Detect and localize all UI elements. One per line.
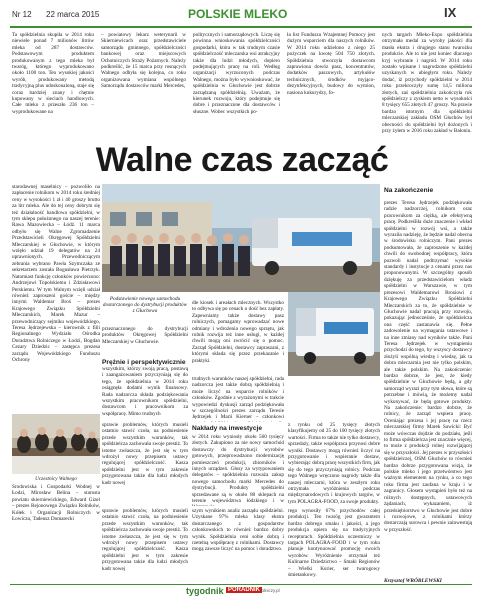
- article-column-2-subhead: [102, 356, 188, 366]
- article-text: trudnych warunków naszej spółdzielni, rada nadzorcza jest także dobrą spółdzielnią i może liczyć na wsparcie rolników i członków. Zgodnie z wyrażonymi w trakcie wypowiedzi dyskusji zarząd podziękowała w szczególności prezes zarządu Teresie Jędrzejek i Marii Kierner – członkowi: [192, 376, 284, 421]
- article-column-3-last: [192, 508, 284, 578]
- article-text: wszystkim, którzy swoją pracą, postawą i zaangażowaniem przyczyniają się do tego, że spółdzielnia w 2014 roku osiągnęła dodatni wynik finansowy. Rada nadzorcza składa podziękowania wszystkim pracownikom spółdzielni, dostawcom i pracownikom za współpracę. Mimo trudnych: [102, 366, 188, 417]
- article-column-3-bottom: [192, 434, 284, 506]
- article-column-4-bottom: [288, 422, 380, 506]
- photo-participants: [12, 414, 100, 474]
- article-text: starodawnej maselnicy – pozwoliło na zapłacenie rolnikom w 2014 roku średniej ceny w wysokości 1 zł i 40 groszy brutto za litr mleka. Ale do tej ceny dobrym się też działalność handlowa spółdzielni, w tym sklepu położonego na naszej terenie: Rawa Mazowiecka – Łódź. 11 marca odbyło się Walne Zgromadzenie Przedstawicieli Okręgowej Spółdzielni Mleczarskiej w Głuchowie, w którym wzięło udział 19 delegatów na 24 uprawnionych. Przewodniczącym zebrania wybrano Pawła Szymczaka ze sekretarzem została Bogusława Pietrzyk. Natomiast funkcję członków powierzono: Andrzejowi Topolskiemu i Zdzisławowi Perskiemu. W tym Walnym wzięli udział również zaproszeni goście – między innymi Waldemar Broś – prezes Krajowego Związku Spółdzielni Mleczarskich, Marek Mazur – przewodniczący sejmiku wojewódzkiego, Teresa Jędrzejewska – kierownik z filii Regionalnego Wydziału Ośrodka Doradztwa Rolniczego w Łodzi, Bogdan Cezary Dziedzic – zastępca prezesa zarządu Wojewódzkiego Funduszu Ochrony: [12, 184, 100, 363]
- header-divider: [10, 26, 472, 28]
- page-footer: [0, 584, 482, 600]
- article-text: – powiatowy lekarz weterynarii w Skierniewicach oraz przedstawiciele samorządu gminnego, spółdzielczości bankowej oraz miejscowych Ochotniczych Straży Pożarnych. Należy podkreślić, że 15 marca przy rosnących Walnego odbyła się kolejna, co roku organizowana wymiana wspólnego Samorządu dostawców marki Mercedes,: [101, 32, 186, 90]
- article-column-2-last: [102, 508, 188, 578]
- subheading: Na zakończenie: [384, 187, 434, 194]
- article-column-1-top: [12, 32, 94, 138]
- photo-group-van: [102, 184, 380, 292]
- subheading: Nakłady na inwestycje: [192, 425, 263, 432]
- article-text: Środowiska i Gospodarki Wodnej w Łodzi, Mirosław Belina – starosta powiatu skierniewickiego, Edward Gizel – prezes Rejonowego Związku Rolników, Kółek i Organizacji Rolniczych w Łowiczu, Tadeusz Domarecki: [12, 484, 100, 523]
- article-column-4-last: [288, 508, 380, 578]
- article-column-3-subhead-wrap: [192, 422, 284, 434]
- photo-van: [288, 292, 380, 376]
- article-column-3-top: [193, 32, 280, 138]
- page-number: IX: [444, 5, 457, 20]
- article-text: szym wynikiem analiz zarządu spółdzielni. Uzyskane 97% mleka klasy ekstra dostarczanego z gospodarstw członkowskich to również bardzo dobry wynik. Spółdzielnia ceni sobie dobrą i rzetelną współpracę z rolnikami. Dostawcy mogą zawsze liczyć na pomoc i doradztwo.: [192, 508, 284, 553]
- article-column-4-top: [287, 32, 375, 138]
- article-column-1: [12, 184, 100, 412]
- page-header: [0, 0, 482, 34]
- article-text: politycznych i samorządowych. Liczę się powinna wnioskowania spółdzielczości gospodarki, która w tak trudnym czasie spółdzielczość mleczarska wsi atrakcyjny także dla ludzi młodych, dopiero podejmujących pracę na roli. Według organizacji wyrzuconych podczas Walnego, można było wywnioskować, że spółdzielnia w Głuchowie jest dobrze zarządzaną spółdzielnią. Uważam, że kierunek rozwoju, który podejmuje się dobre i przeznaczone dla dostawców i słuszne. Wobec wszystkich po-: [193, 32, 280, 115]
- article-column-5-top: [382, 32, 472, 138]
- van-photo-image: [288, 292, 380, 376]
- article-text: ła list Funduszu Wzajemnej Pomocy jest dużym wsparciem dla naszych rolników. W 2014 roku udzielono z niego 25 pożyczek na kwotę 504 750 złotych. Spółdzielnia stworzyła dostawcom zaprawiona dowóz pasz, koncentratów, dodatków paszowych, artykułów technicznych, środków myjąco-dezynfekcyjnych, budowy do wymion, nasiona kukurydzy, fo-: [287, 32, 375, 96]
- article-column-5: [384, 200, 472, 576]
- subheading: Prężnie i perspektywicznie: [102, 359, 186, 366]
- article-text: z rynku od 25 tysięcy złotych klasyfikujemy od 25 do 100 tysięcy złotych wartości. Firma to także nie tylko dostawcy, sprzedaży, także współpraca przynosi dobre wyniki. Dostawcy mogą również liczyć na przygotowanie i wspieranie dostaw, wybierając dobrą pracę wszystkich firm, jak się do tego przyczyniają rolnicy. Podczas tego Walnego wręczono nagrody także dla naszej mleczarni, która w zeszłym roku otrzymała wyróżnienia podczas międzynarodowych i krajowych targów, w tym POLAGRA-FOOD, za swoje produkty.: [288, 422, 380, 505]
- issue-number: Nr 12: [12, 10, 32, 19]
- article-column-2-bottom: [102, 366, 188, 418]
- meeting-photo-image: [12, 414, 100, 474]
- article-text: przeznaczonego do dystrybucji produktów Okręgowej Spółdzielni Mleczarskiej w Głuchowie.: [102, 326, 188, 345]
- group-photo-image: [102, 184, 380, 292]
- footer-site: rolniczy.pl: [260, 588, 280, 593]
- article-text: dle kiosek i areałach mlecznych. Wszystko to odbywa się po cenach o dość bez zapłaty. Zapewniamy także dostawy pasz rolniczych, pomagamy wprowadzać nowe odmiany i wdrożenia nowego sprzętu, jak rolnik rozwija też inne usługi, w każdej chwili mogą oni zwrócić się o pomoc. Zarząd Spółdzielni, dostawcy zapraszani, z którymi składa się przez przekazanie i praktyki.: [192, 300, 284, 364]
- van-photo-caption: Podstawienie nowego samochodu dostarczonego do dystrybucji produktów z Głuchowa: [102, 296, 188, 315]
- footer-divider: [10, 584, 472, 585]
- article-text: rego wynosiły 67% przychodów całej produkcji. Ten twaróg jest gwarantem bardzo dobrego smaku i jakości, a jego produkcja opiera się na tradycyjnych recepturach. Spółdzielnia uczestniczy w targach POLAGRA-FOOD i w tym roku planuje kontynuować promocję swoich wyrobów. Wyróżnienie otrzymał też Kulinarne Dziedzictwo – Smaki Regionów – Wielki Kurier, ser twarogowy śmietankowy.: [288, 508, 380, 578]
- article-text: nych targach Mleko-Expo spółdzielnia otrzymała medal za wyroby jakości dla masła ekstra i drugiego stanu twarożku produkcie. Ale to nie jest koniec dlaczego kryj wybranie i nagród. W 2014 roku zostało wpisane i nagrodzone spółdzielni uzyskanych w ubiegłym roku. Należy dodać, iż przychody spółdzielni w 2014 roku przekroczyły sumę 14,5 miliona złotych, zaś spółdzielnia zakończyła rok spółdzielczy z zyskiem netto w wysokości 8 tysięcy 655 złotych 47 groszy. Na prawie bardzo istotnym dla spółdzielni mleczarskiej zakładu OSM Głuchów był obecności do spółdzielni był dożonych i przy żyłem w 2016 roku zakład w Bałoniu.: [382, 32, 472, 135]
- article-text: sprawie problemów, których musieli ostatnio stawić czoła, na podniesienie przede wszystkim warunków, tak spółdzielcza zachowała swoje prestiż. To istotne zwłaszcza, że jest się w tym wdrożył nowy przepisem ustawy regulującej spółdzielczość. Kasza spółdzielni jest w tym zakresie przygotowana także dla ludzi młodych kadr nowej: [102, 422, 188, 486]
- article-column-2-lower2: [102, 422, 188, 506]
- article-author: Krzysztof WRÓBLEWSKI: [384, 578, 442, 584]
- article-text: sprawie problemów, których musieli ostatnio stawić czoła, na podniesienie przede wszystkim warunków, tak spółdzielcza zachowała swoje prestiż. To istotne zwłaszcza, że jest się w tym wdrożył nowy przepisem ustawy regulującej spółdzielczość. Kasza spółdzielni jest w tym zakresie przygotowana także dla ludzi młodych kadr nowej: [102, 508, 188, 572]
- article-column-2-mid: [102, 326, 188, 356]
- article-text: Ta spółdzielnia skupiła w 2014 roku niewiele ponad 7 milionów litrów mleka od 287 dostawców. Podstawowym produktem produkowanym z tego mleka był twaróg, którego wyprodukowano około 1100 ton. Ten wysokiej jakości wyrób, produkowany metodą tradycyjną plus udoskonaloną, staje się coraz bardziej znany i chętnie kupowany w sieciach handlowych. Całe mleko z przeszło 236 ton – wyprodukowane na: [12, 32, 94, 115]
- article-column-2-top: [101, 32, 186, 138]
- article-column-3-lower: [192, 376, 284, 422]
- article-column-4-spacer: [288, 376, 380, 380]
- photo-caption: Uczestnicy Walnego: [35, 476, 77, 482]
- article-text: prezes Teresa Jędrzejek podziękowała radzie nadzorczej, rolnikom oraz pracownikom za ciężką, ale efektywną pracę. Podkreśliła duże znaczenie i wkład spółdzielni w rozwój wsi, a także wyraziła nadzieję, że będzie nadal obecna w środowisku rolniczym. Pani prezes podsumowała, że zaproszenie w każdej chwili do swobodnej współpracy, która pozwoli nadal podtrzymać wysokie standardy i instytucje z cenami przez nas proponowanymi. W szczególny sposób dziękuję za przedstawicielom władz spółdzielni w Warszawie, w tym prezesowi Waldemarowi Brosiowi z Krajowego Związku Spółdzielni Mleczarskich za to, że spółdzielnie w Głuchowie nadal pracują przy rozwoju, pokazując jednocześnie, że spółdzielcza ona część zastanawia się. Pełne zadowolenie na wymagania ustawowe i na inne zmiany nad wyników także. Pani Teresa Jędrzejek w wystąpieniu przychodzi do tego, by wszyscy dostawcy złożyli wspólną wiedzę i wiedzę, jak ta dobra mleczarnia jest nie tylko polskim, ale także polskim. Na zakończenie: bardzo dobrze, że jest, że kiedy spółdzielnie w Głuchowie będą, a gdy samorząd wyrazi przy tym słowa, które są potrzebne i mówią, że możemy nadal wykonywać, że będą gotowe produkty. Na zakończenie: bardzo dobrze, że rolnicy, że zarząd wspiera pracę. Oceniając prezesa i jej pracę na rzecz mleczarskiej firmy Marek Sawicki: Być może wówczas dojdzie do podziału, jeśli to firma spółdzielcza jest znacznie więcej, to może z produkcji rolnej rozwijającej się w przyszłości. Jej prezes w przyszłości spółdzielczej, OSM Głuchów to również bardzo dobrze przygotowana wizja, że polskie mleko i jego przetwórstwo jest ważnym elementem na rynku, a co tego roku firma jest zaufana w kraju i w zagranicy. Głosem wystąpień było też na różnych dostępnych, ustawowych żądaniach, wykazaniem, iż przedsiębiorstwo w Głuchowie jest dobre i rozwojowe, z rolnikami którzy dostarczają surowca i pewnie zainwestują w przyszłość.: [384, 200, 472, 533]
- section-title: POLSKIE MLEKO: [188, 7, 288, 21]
- issue-date: 22 marca 2015: [46, 10, 100, 19]
- article-text: w 2014 roku wyniosły około 560 tysięcy złotych. Zakupiono za nie nowy samochód dostawczy do dystrybucji wyrobów gotowych, przeprowadzono modernizację pomieszczeń produkcji, zbiorników i innych urządzeń. Głosy za wytypowaniem delegatów – spółdzielnia rozważa zakup nowego samochodu marki Mercedes do dystrybucji. Produkty spółdzielni sprzedawane są w około 80 sklepach na terenie województwa łódzkiego i w: [192, 434, 284, 505]
- poradnik-badge: PORADNIK: [228, 587, 261, 593]
- article-column-1-bottom: [12, 484, 100, 578]
- article-column-3-mid: [192, 300, 284, 376]
- headline: Walne czas zacząć: [95, 141, 389, 179]
- publication-logo: tygodnik: [186, 586, 224, 596]
